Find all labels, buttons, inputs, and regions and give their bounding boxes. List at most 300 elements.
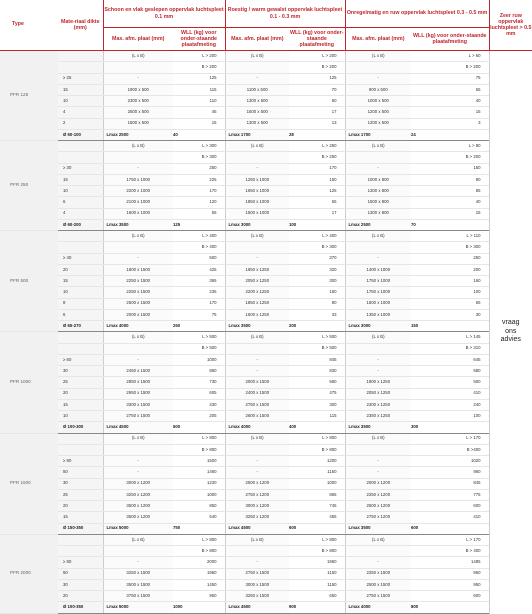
table-cell: 605 xyxy=(173,388,225,399)
table-cell: 65 xyxy=(411,298,489,309)
table-cell: 2250 x 1200 xyxy=(345,489,411,500)
table-row xyxy=(0,478,532,489)
table-row xyxy=(0,141,532,152)
table-cell: ≥ 80 xyxy=(58,557,103,568)
table-cell: - xyxy=(345,73,411,84)
table-row xyxy=(0,163,532,174)
table-cell: 1150 xyxy=(289,467,345,478)
table-cell: 205 xyxy=(173,411,225,422)
table-cell: Ø 65-270 xyxy=(58,321,103,332)
table-cell xyxy=(58,231,103,242)
table-cell: B > 310 xyxy=(411,343,489,354)
table-cell: 1200 x 500 xyxy=(345,118,411,129)
table-cell: 75 xyxy=(173,309,225,320)
table-cell: (L x B) xyxy=(103,141,173,152)
table-cell: Lmax 4500 xyxy=(225,523,289,534)
table-cell: ≥ 25 xyxy=(58,73,103,84)
table-cell: 250 xyxy=(173,321,225,332)
table-cell: 50 xyxy=(58,467,103,478)
table-cell: 10 xyxy=(58,411,103,422)
table-cell: L > 200 xyxy=(289,51,345,62)
table-cell xyxy=(58,444,103,455)
type-cell: PFR 125 xyxy=(0,51,58,141)
table-cell: 1750 x 1000 xyxy=(345,287,411,298)
table-cell: 830 xyxy=(289,366,345,377)
table-cell: L > 800 xyxy=(173,534,225,545)
table-cell: 65 xyxy=(289,197,345,208)
table-cell: 2050 x 1250 xyxy=(225,276,289,287)
table-row xyxy=(0,152,532,163)
table-row xyxy=(0,264,532,275)
table-cell: 1950 xyxy=(173,568,225,579)
table-cell: 950 xyxy=(411,579,489,590)
table-cell: 300 xyxy=(289,276,345,287)
table-cell: 650 xyxy=(289,591,345,602)
table-cell: 845 xyxy=(289,354,345,365)
table-cell: Lmax 1700 xyxy=(225,129,289,140)
table-cell xyxy=(103,62,173,73)
table-cell: 100 xyxy=(411,287,489,298)
table-row xyxy=(0,343,532,354)
subheader-max-afm: Max. afm. plaat (mm) xyxy=(225,28,289,51)
col-header-dikte: Mate-riaal dikte (mm) xyxy=(58,0,103,51)
table-cell: B > 300 xyxy=(411,242,489,253)
table-cell: 1300 x 800 xyxy=(345,208,411,219)
table-cell: (L x B) xyxy=(225,433,289,444)
table-cell: 125 xyxy=(173,73,225,84)
table-cell: 800 xyxy=(411,602,489,613)
table-cell: 1000 xyxy=(173,489,225,500)
table-row xyxy=(0,602,532,613)
table-cell: - xyxy=(103,73,173,84)
table-cell: 1200 x 500 xyxy=(345,107,411,118)
table-row xyxy=(0,276,532,287)
table-cell: 10 xyxy=(58,96,103,107)
table-cell: 1950 xyxy=(289,557,345,568)
table-cell: 2 xyxy=(58,118,103,129)
table-cell: Lmax 5000 xyxy=(103,523,173,534)
group-header-schoon: Schoon en vlak geslepen oppervlak luchtspleet 0.1 mm xyxy=(103,0,225,28)
table-cell: 2500 x 1500 xyxy=(345,579,411,590)
table-cell: (L x B) xyxy=(103,51,173,62)
table-cell: 3000 x 1200 xyxy=(103,478,173,489)
table-row xyxy=(0,253,532,264)
subheader-max-afm: Max. afm. plaat (mm) xyxy=(103,28,173,51)
table-cell: Lmax 3500 xyxy=(103,219,173,230)
table-cell: 2300 x 1250 xyxy=(345,399,411,410)
table-cell: - xyxy=(225,456,289,467)
table-cell: 3250 x 1500 xyxy=(225,591,289,602)
table-cell xyxy=(103,444,173,455)
table-cell: 600 xyxy=(411,501,489,512)
table-cell: L > 170 xyxy=(411,534,489,545)
table-cell: Lmax 4000 xyxy=(345,602,411,613)
table-cell: 1300 x 800 xyxy=(345,186,411,197)
table-cell: 1000 x 500 xyxy=(345,96,411,107)
table-cell: 1300 x 500 xyxy=(225,96,289,107)
table-cell: B > 300 xyxy=(173,152,225,163)
table-row xyxy=(0,197,532,208)
table-cell: 2750 x 1500 xyxy=(103,411,173,422)
table-cell: - xyxy=(345,163,411,174)
table-cell: Ø 150-350 xyxy=(58,523,103,534)
table-cell xyxy=(345,62,411,73)
table-row xyxy=(0,512,532,523)
table-row xyxy=(0,366,532,377)
subheader-max-afm: Max. afm. plaat (mm) xyxy=(345,28,411,51)
table-cell: 960 xyxy=(411,568,489,579)
table-row xyxy=(0,51,532,62)
table-cell xyxy=(103,546,173,557)
table-cell: 110 xyxy=(173,96,225,107)
table-row xyxy=(0,321,532,332)
table-cell: 2250 x 1500 xyxy=(345,568,411,579)
table-cell: 40 xyxy=(411,96,489,107)
table-cell: 115 xyxy=(289,411,345,422)
table-cell: 115 xyxy=(173,84,225,95)
table-cell: 2000 xyxy=(173,557,225,568)
table-cell: 1230 xyxy=(173,478,225,489)
table-row xyxy=(0,287,532,298)
table-cell: 3250 x 1200 xyxy=(225,512,289,523)
table-cell: Lmax 4500 xyxy=(103,422,173,433)
table-cell: (L x B) xyxy=(225,51,289,62)
table-cell: 1020 xyxy=(411,456,489,467)
table-cell: ≥ 80 xyxy=(58,456,103,467)
table-cell: (L x B) xyxy=(225,231,289,242)
table-cell: 170 xyxy=(173,298,225,309)
subheader-wll: WLL (kg) voor onder-staande plaatafmeting xyxy=(173,28,225,51)
advice-cell: vraag ons advies xyxy=(489,51,532,614)
col-header-type: Type xyxy=(0,0,58,51)
table-row xyxy=(0,354,532,365)
table-cell: (L x B) xyxy=(345,534,411,545)
table-cell: 2000 x 1500 xyxy=(103,309,173,320)
table-cell: 2050 x 1250 xyxy=(345,388,411,399)
table-cell: - xyxy=(225,253,289,264)
table-row xyxy=(0,73,532,84)
table-cell xyxy=(103,242,173,253)
table-cell: 235 xyxy=(173,287,225,298)
table-cell: 1460 xyxy=(173,467,225,478)
table-cell: L > 800 xyxy=(289,433,345,444)
table-row xyxy=(0,118,532,129)
table-cell: 2500 x 1200 xyxy=(345,501,411,512)
table-cell: 28 xyxy=(289,129,345,140)
table-row xyxy=(0,591,532,602)
table-cell: - xyxy=(345,253,411,264)
table-cell: 1000 x 800 xyxy=(345,174,411,185)
table-cell: 500 xyxy=(411,377,489,388)
table-cell: 1450 xyxy=(173,579,225,590)
table-cell: 125 xyxy=(289,186,345,197)
table-cell: 370 xyxy=(289,253,345,264)
table-cell: 3 xyxy=(411,118,489,129)
table-cell: 1400 x 1000 xyxy=(345,264,411,275)
table-cell: 400 xyxy=(289,422,345,433)
table-cell: 580 xyxy=(411,366,489,377)
table-cell: 1000 xyxy=(173,354,225,365)
table-cell: 1900 x 1250 xyxy=(345,377,411,388)
table-cell: 4 xyxy=(58,107,103,118)
table-cell xyxy=(345,242,411,253)
table-cell: L > 500 xyxy=(289,332,345,343)
table-cell: (L x B) xyxy=(225,534,289,545)
table-cell: 25 xyxy=(58,377,103,388)
table-cell: 4 xyxy=(58,208,103,219)
table-row xyxy=(0,174,532,185)
table-cell: 8 xyxy=(58,298,103,309)
table-cell xyxy=(58,546,103,557)
table-cell: 70 xyxy=(289,84,345,95)
table-cell: B > 400 xyxy=(411,546,489,557)
table-cell: 1800 x 1500 xyxy=(103,264,173,275)
table-cell: (L x B) xyxy=(345,433,411,444)
table-cell: 17 xyxy=(289,208,345,219)
table-cell: 645 xyxy=(411,354,489,365)
table-cell: 1500 x 1000 xyxy=(225,208,289,219)
table-cell: 1500 x 500 xyxy=(225,107,289,118)
table-cell: 1500 x 800 xyxy=(345,197,411,208)
table-cell: 45 xyxy=(173,107,225,118)
table-row xyxy=(0,377,532,388)
table-row xyxy=(0,332,532,343)
table-cell: 30 xyxy=(411,309,489,320)
table-cell: 1850 x 1000 xyxy=(225,197,289,208)
table-cell: (L x B) xyxy=(103,433,173,444)
table-cell: B > 800 xyxy=(289,546,345,557)
table-cell: L > 170 xyxy=(411,433,489,444)
table-row xyxy=(0,399,532,410)
table-cell: 80 xyxy=(289,298,345,309)
table-cell: Ø 50-100 xyxy=(58,129,103,140)
table-cell: 225 xyxy=(173,174,225,185)
table-cell: 150 xyxy=(411,321,489,332)
table-cell: 1850 x 1250 xyxy=(225,298,289,309)
table-cell: 40 xyxy=(173,129,225,140)
table-cell: 3750 x 1500 xyxy=(103,591,173,602)
table-row xyxy=(0,231,532,242)
table-cell xyxy=(58,141,103,152)
table-cell: Lmax 4000 xyxy=(103,321,173,332)
table-cell: 160 xyxy=(289,287,345,298)
table-cell: 580 xyxy=(289,377,345,388)
table-cell: 20 xyxy=(58,501,103,512)
table-cell: (L x B) xyxy=(103,534,173,545)
table-cell: 730 xyxy=(173,377,225,388)
table-cell: 2400 x 1500 xyxy=(225,388,289,399)
table-cell: 170 xyxy=(289,163,345,174)
table-cell: L > 400 xyxy=(173,231,225,242)
table-cell: 3500 x 1200 xyxy=(103,501,173,512)
table-cell: Ø 60-200 xyxy=(58,219,103,230)
table-cell: L > 400 xyxy=(289,231,345,242)
table-row xyxy=(0,242,532,253)
table-cell: Lmax 2500 xyxy=(345,219,411,230)
table-cell: 2200 x 1000 xyxy=(103,186,173,197)
table-cell: 1200 xyxy=(289,456,345,467)
table-cell: 300 xyxy=(411,422,489,433)
table-cell: 75 xyxy=(411,73,489,84)
table-row xyxy=(0,489,532,500)
table-cell: 170 xyxy=(173,186,225,197)
table-cell: 1750 x 1000 xyxy=(345,276,411,287)
table-row xyxy=(0,219,532,230)
table-cell: 55 xyxy=(173,208,225,219)
table-cell: 600 xyxy=(289,523,345,534)
table-row xyxy=(0,422,532,433)
table-cell: B > 500 xyxy=(173,343,225,354)
table-cell: Lmax 1700 xyxy=(345,129,411,140)
table-cell: B > 250 xyxy=(289,152,345,163)
table-cell: 6 xyxy=(58,197,103,208)
table-cell: 200 xyxy=(289,321,345,332)
table-cell: (L x B) xyxy=(345,51,411,62)
table-cell: 30 xyxy=(58,366,103,377)
table-cell: 1650 x 1250 xyxy=(225,264,289,275)
table-cell: L > 800 xyxy=(173,433,225,444)
table-cell xyxy=(58,51,103,62)
table-cell: - xyxy=(103,456,173,467)
table-cell: 1485 xyxy=(411,557,489,568)
table-cell: B >400 xyxy=(411,444,489,455)
table-cell: Lmax 3000 xyxy=(225,219,289,230)
group-header-roestig: Roestig / warm gewalst oppervlak luchtspleet 0.1 - 0.3 mm xyxy=(225,0,345,28)
table-cell: 600 xyxy=(411,523,489,534)
table-cell: 1300 x 500 xyxy=(225,118,289,129)
table-cell: B > 400 xyxy=(173,242,225,253)
table-cell: 500 xyxy=(173,253,225,264)
table-cell: 475 xyxy=(289,388,345,399)
table-cell: 2000 x 1500 xyxy=(225,377,289,388)
table-cell xyxy=(58,433,103,444)
table-cell: 15 xyxy=(58,84,103,95)
table-cell: 2750 x 1200 xyxy=(225,489,289,500)
table-cell: L > 110 xyxy=(411,231,489,242)
table-row xyxy=(0,309,532,320)
table-cell: 1500 xyxy=(173,456,225,467)
table-cell xyxy=(58,152,103,163)
table-cell: 250 xyxy=(411,253,489,264)
table-cell: 850 xyxy=(173,501,225,512)
table-cell: 17 xyxy=(289,107,345,118)
table-cell xyxy=(345,546,411,557)
table-cell: B > 800 xyxy=(289,444,345,455)
table-cell: 30 xyxy=(58,478,103,489)
table-cell: 125 xyxy=(289,73,345,84)
table-cell: 2100 x 1000 xyxy=(103,197,173,208)
table-cell: 15 xyxy=(58,276,103,287)
table-cell: 2750 x 1500 xyxy=(225,568,289,579)
table-cell: B > 300 xyxy=(289,242,345,253)
table-row xyxy=(0,186,532,197)
table-cell: B > 200 xyxy=(411,62,489,73)
table-cell xyxy=(345,152,411,163)
table-row xyxy=(0,96,532,107)
table-cell: 2950 x 1500 xyxy=(103,388,173,399)
group-header-onregelmatig: Onregelmatig en ruw oppervlak luchtspleet 0.3 - 0.5 mm xyxy=(345,0,489,28)
table-cell: L > 500 xyxy=(173,332,225,343)
table-row xyxy=(0,298,532,309)
table-cell: 3000 x 1200 xyxy=(225,501,289,512)
table-cell: 33 xyxy=(289,309,345,320)
table-cell: 430 xyxy=(173,399,225,410)
table-cell: 455 xyxy=(289,512,345,523)
table-cell xyxy=(58,343,103,354)
table-cell: 410 xyxy=(411,388,489,399)
table-cell: 50 xyxy=(58,568,103,579)
table-cell: 250 xyxy=(173,163,225,174)
table-cell: - xyxy=(345,366,411,377)
type-cell: PFR 250 xyxy=(0,141,58,231)
table-cell: Lmax 3500 xyxy=(345,523,411,534)
table-cell: 2500 x 1200 xyxy=(225,478,289,489)
table-cell: Lmax 3500 xyxy=(345,422,411,433)
table-cell xyxy=(225,242,289,253)
table-row xyxy=(0,546,532,557)
table-cell: ≥ 60 xyxy=(58,354,103,365)
table-body xyxy=(0,51,532,614)
table-cell: 2250 x 1500 xyxy=(103,276,173,287)
table-cell: - xyxy=(225,73,289,84)
table-cell: 150 xyxy=(289,174,345,185)
table-cell: 2750 x 1200 xyxy=(345,512,411,523)
table-cell: Lmax 2500 xyxy=(103,129,173,140)
table-cell: 2500 x 1500 xyxy=(103,298,173,309)
table-cell: - xyxy=(225,366,289,377)
table-cell: Lmax 3500 xyxy=(225,321,289,332)
table-row xyxy=(0,208,532,219)
type-cell: PFR 1500 xyxy=(0,433,58,534)
table-row xyxy=(0,444,532,455)
table-cell: 120 xyxy=(173,197,225,208)
table-cell: B > 200 xyxy=(173,62,225,73)
table-row xyxy=(0,433,532,444)
table-cell xyxy=(58,534,103,545)
table-cell: Lmax 5000 xyxy=(103,602,173,613)
table-cell: 30 xyxy=(58,579,103,590)
table-cell: 20 xyxy=(58,388,103,399)
table-cell: 1100 x 500 xyxy=(225,84,289,95)
table-cell: 1750 x 1000 xyxy=(103,174,173,185)
table-cell: 13 xyxy=(289,118,345,129)
table-cell: - xyxy=(225,467,289,478)
table-cell: 70 xyxy=(411,219,489,230)
table-cell: 15 xyxy=(58,174,103,185)
table-cell: (L x B) xyxy=(103,231,173,242)
table-cell: 6 xyxy=(58,309,103,320)
table-cell: 2600 x 1500 xyxy=(225,411,289,422)
subheader-wll: WLL (kg) voor onder-staande plaatafmeting xyxy=(289,28,345,51)
table-row xyxy=(0,523,532,534)
table-cell xyxy=(225,152,289,163)
table-row xyxy=(0,501,532,512)
table-row xyxy=(0,534,532,545)
table-cell xyxy=(225,343,289,354)
table-cell: - xyxy=(345,456,411,467)
table-cell: 1150 xyxy=(289,579,345,590)
table-cell: ≥ 40 xyxy=(58,253,103,264)
table-cell: (L x B) xyxy=(345,332,411,343)
table-cell: Lmax 4000 xyxy=(225,422,289,433)
table-cell: 3000 x 1500 xyxy=(225,579,289,590)
table-cell: ≥ 30 xyxy=(58,163,103,174)
table-row xyxy=(0,388,532,399)
table-cell: Ø 100-300 xyxy=(58,422,103,433)
table-cell: L > 145 xyxy=(411,332,489,343)
table-cell: 775 xyxy=(411,489,489,500)
type-cell: PFR 1000 xyxy=(0,332,58,433)
